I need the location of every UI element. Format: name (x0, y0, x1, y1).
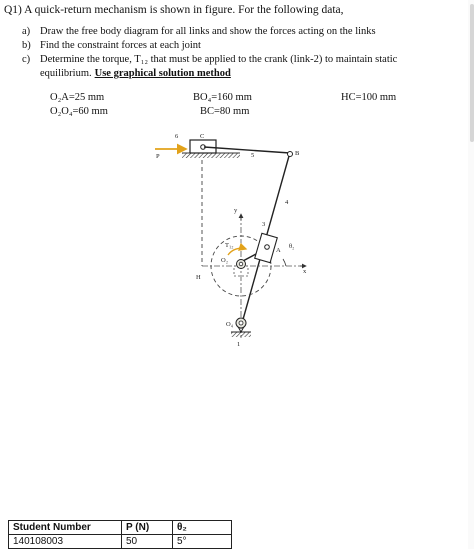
label-p: P (156, 153, 160, 160)
torque-t12-arrow (228, 248, 246, 255)
pin-a (265, 245, 270, 250)
label-link6: 6 (175, 133, 179, 140)
item-a-label: a) (22, 26, 31, 37)
item-b-text: Find the constraint forces at each joint (40, 40, 201, 51)
item-b-label: b) (22, 40, 31, 51)
item-a-text: Draw the free body diagram for all links and show the forces acting on the links (40, 26, 376, 37)
given-o2o4: O₂O₄=60 mm (50, 106, 108, 117)
student-data-table (8, 520, 232, 549)
header-theta2: θ₂ (173, 521, 232, 535)
given-bo4: BO₄=160 mm (193, 92, 252, 103)
label-link1: 1 (237, 341, 241, 348)
cell-theta2: 5° (173, 535, 232, 549)
label-t12: T₁₂ (225, 242, 234, 249)
label-link5: 5 (251, 152, 255, 159)
label-y: y (234, 207, 238, 214)
item-c-label: c) (22, 54, 31, 65)
label-theta2: θ₂ (289, 243, 295, 250)
table-header-row (9, 521, 232, 535)
header-student-number: Student Number (9, 521, 122, 535)
question-title: Q1) A quick-return mechanism is shown in figure. For the following data, (4, 4, 344, 16)
label-x: x (303, 268, 307, 275)
pivot-o4-pin (239, 321, 243, 325)
given-o2a: O₂A=25 mm (50, 92, 105, 103)
item-c-continuation: equilibrium. (40, 68, 92, 79)
pin-b (288, 152, 293, 157)
link-5 (204, 147, 290, 153)
label-o4: O₄ (226, 321, 233, 328)
label-o2: O₂ (221, 257, 228, 264)
label-c: C (200, 133, 205, 140)
label-b: B (295, 150, 300, 157)
label-a: A (276, 247, 281, 254)
label-h: H (196, 274, 201, 281)
theta2-arc (283, 259, 286, 266)
pivot-o2-pin (239, 262, 243, 266)
cell-p: 50 (122, 535, 173, 549)
label-link3: 3 (262, 221, 266, 228)
table-row (9, 535, 232, 549)
method-instruction: Use graphical solution method (94, 68, 231, 79)
given-hc: HC=100 mm (341, 92, 397, 103)
given-bc: BC=80 mm (200, 106, 250, 117)
cell-student-number: 140108003 (9, 535, 122, 549)
item-c-text: Determine the torque, T₁₂ that must be applied to the crank (link-2) to maintain static (40, 54, 398, 65)
ground-hatch-o4 (231, 332, 251, 337)
header-p: P (N) (122, 521, 173, 535)
label-link4: 4 (285, 199, 289, 206)
slider-ground (182, 153, 240, 158)
